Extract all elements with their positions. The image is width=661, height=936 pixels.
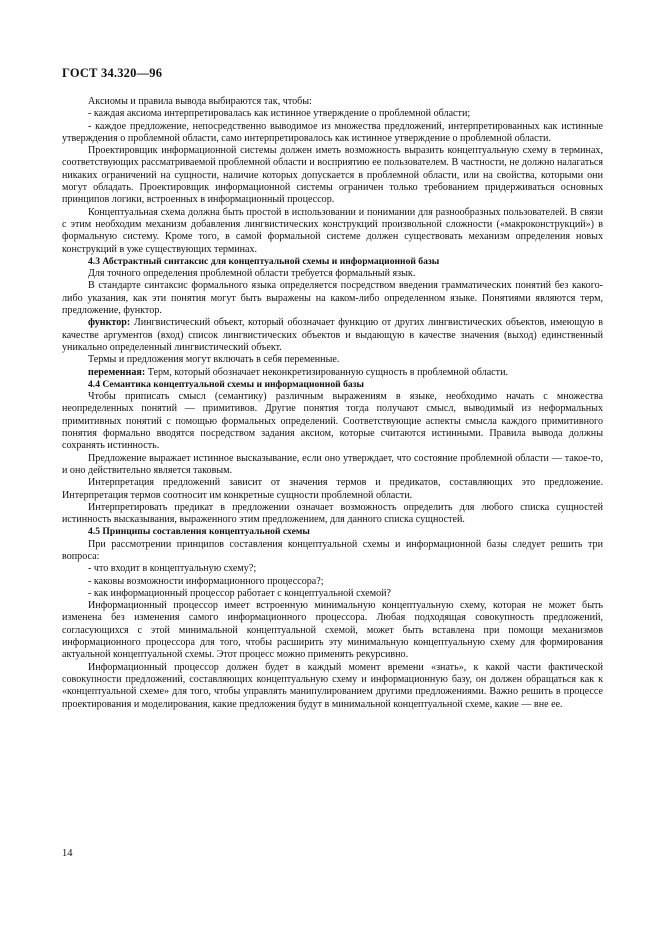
list-item: - каждое предложение, непосредственно выводимое из множества предложений, интерпретированных как истинные утверждения о проблемной области, само интерпретировалось как истинное утверждение о проблемной области. — [62, 120, 603, 144]
list-item: - каковы возможности информационного процессора?; — [88, 575, 324, 587]
definition-text: Терм, который обозначает неконкретизированную сущность в проблемной области. — [147, 366, 508, 378]
paragraph: Информационный процессор должен будет в каждый момент времени «знать», к какой части фактической совокупности предложений, составляющих концептуальную схему и информационную базу, он должен обращаться как к «концептуальной схеме» для того, чтобы управлять манипулированием другими предложениями. Важно решить в процессе проектирования и моделирования, какие предложения будут в минимальной концептуальной схеме, какие — вне ее. — [62, 661, 603, 710]
paragraph: В стандарте синтаксис формального языка определяется посредством введения грамматических понятий без какого-либо указания, как эти понятия могут быть выражены на каком-либо определенном языке. Понятиями являются терм, предложение, функтор. — [62, 280, 603, 317]
paragraph: Аксиомы и правила вывода выбираются так, чтобы: — [88, 96, 312, 107]
definition-term: функтор: — [88, 317, 131, 329]
section-heading: 4.4 Семантика концептуальной схемы и информационной базы — [88, 378, 365, 390]
paragraph: Для точного определения проблемной области требуется формальный язык. — [88, 268, 416, 280]
paragraph: Термы и предложения могут включать в себя переменные. — [88, 354, 340, 366]
definition — [62, 367, 603, 379]
list-item: - что входит в концептуальную схему?; — [88, 563, 257, 575]
definition — [62, 317, 603, 354]
section-heading: 4.3 Абстрактный синтаксис для концептуальной схемы и информационной базы — [88, 255, 440, 267]
section-heading: 4.5 Принципы составления концептуальной схемы — [88, 526, 310, 538]
definition-text: Лингвистический объект, который обозначает функцию от других лингвистических объектов, имеющую в качестве аргументов (вход) список лингвистических объектов и выдающую в качестве значения (выход) единственный уникально определенный лингвистический объект. — [62, 317, 603, 353]
paragraph: Проектировщик информационной системы должен иметь возможность выразить концептуальную схему в терминах, соответствующих рассматриваемой проблемной области и восприятию ее пользователем. В частности, не должно налагаться никаких ограничений на сущности, наличие которых допускается в проблемной области, или на свойства, которыми они могут обладать. Проектировщик информационной системы ограничен только требованием придерживаться основных принципов логики, встроенных в информационный процессор. — [62, 145, 603, 206]
definition-term: переменная: — [88, 366, 146, 378]
page-number: 14 — [62, 848, 73, 859]
paragraph: Концептуальная схема должна быть простой в использовании и понимании для разнообразных пользователей. В связи с этим необходим механизм добавления лингвистических конструкций произвольной сложности («макроконструкций») в формальную систему. Кроме того, в самой формальной системе должен существовать механизм определения новых конструкций в уже существующих терминах. — [62, 206, 603, 255]
document-header: ГОСТ 34.320—96 — [62, 66, 163, 80]
paragraph: При рассмотрении принципов составления концептуальной схемы и информационной базы следует решить три вопроса: — [62, 538, 603, 562]
paragraph: Интерпретация предложений зависит от значения термов и предикатов, составляющих это предложение. Интерпретация термов соотносит им конкретные сущности проблемной области. — [62, 477, 603, 501]
list-item: - каждая аксиома интерпретировалась как истинное утверждение о проблемной области; — [88, 108, 471, 120]
document-body — [62, 96, 603, 711]
paragraph: Интерпретировать предикат в предложении означает возможность определить для любого списка сущностей истинность высказывания, выраженного этим предложением, для данного списка сущностей. — [62, 501, 603, 526]
paragraph: Чтобы приписать смысл (семантику) различным выражениям в языке, необходимо начать с множества неопределенных понятий — примитивов. Другие понятия тогда получают смысл, выводимый из неформальных примитивных понятий с помощью формальных определений. Соответствующие аспекты смысла каждого примитивного понятия формально вводятся посредством задания аксиом, которые считаются истинными. Правила вывода должны сохранять истинность. — [62, 391, 603, 452]
paragraph: Предложение выражает истинное высказывание, если оно утверждает, что состояние проблемной области — такое-то, и оно действительно является таковым. — [62, 452, 603, 476]
list-item: - как информационный процессор работает с концептуальной схемой? — [88, 587, 392, 599]
paragraph: Информационный процессор имеет встроенную минимальную концептуальную схему, которая не может быть изменена без изменения самого информационного процессора. Любая подходящая совокупность предложений, согласующихся с этой минимальной концептуальной схемой, может быть вставлена при помощи механизмов информационного процессора для того, чтобы расширить эту минимальную концептуальную схему для формирования актуальной концептуальной схемы. Этот процесс можно применять рекурсивно. — [62, 600, 603, 661]
